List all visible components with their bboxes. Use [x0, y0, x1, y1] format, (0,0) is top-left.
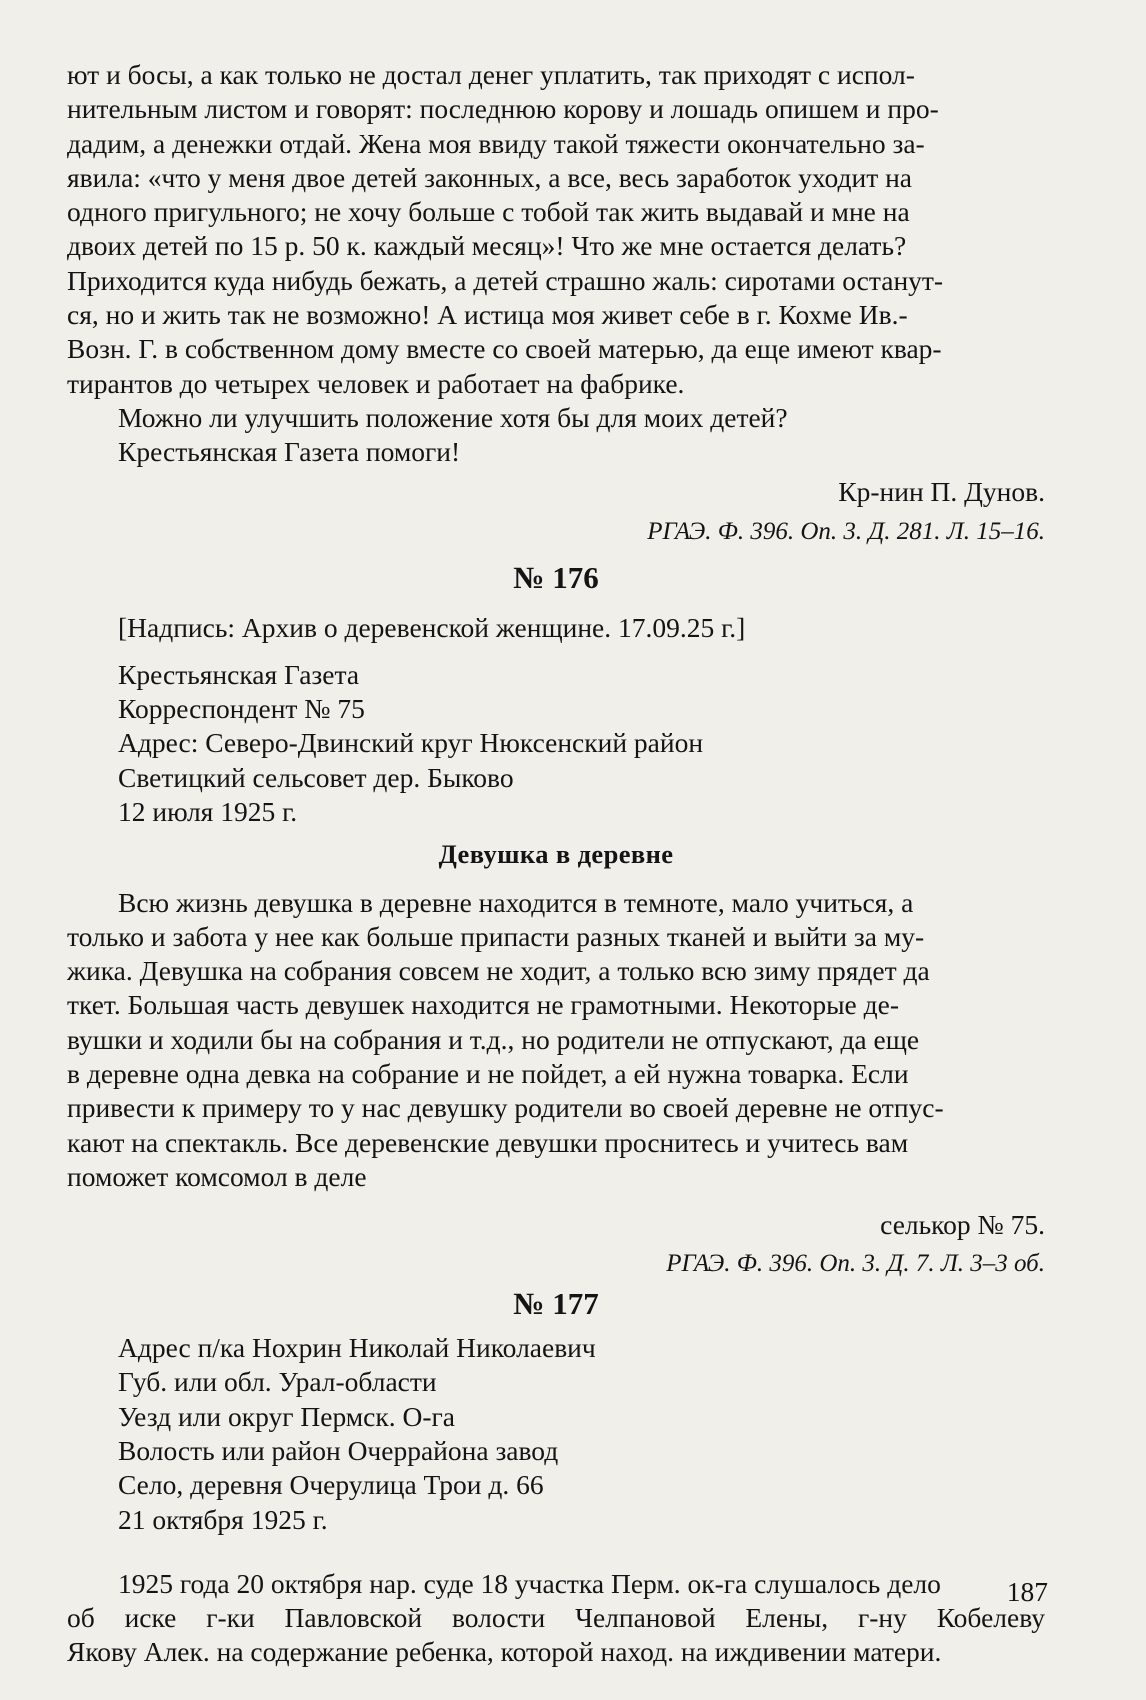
doc177-address	[67, 1331, 1045, 1537]
doc176-signature: селькор № 75.	[880, 1209, 1045, 1241]
doc176-address-line: Корреспондент № 75	[118, 693, 365, 725]
doc176-address-line: 12 июля 1925 г.	[118, 795, 298, 827]
doc175-signature: Кр-нин П. Дунов.	[838, 475, 1045, 507]
doc177-address-line: Губ. или обл. Урал-области	[118, 1366, 437, 1398]
doc177-body	[67, 1567, 1045, 1670]
doc175-body-line: дадим, а денежки отдай. Жена моя ввиду такой тяжести окончательно за-	[67, 127, 925, 159]
doc175-source: РГАЭ. Ф. 396. Оп. 3. Д. 281. Л. 15–16.	[647, 517, 1045, 545]
doc175-body-line: Приходится куда нибудь бежать, а детей страшно жаль: сиротами останут-	[67, 264, 944, 296]
doc177-body-line: Якову Алек. на содержание ребенка, которой наход. на иждивении матери.	[67, 1636, 942, 1668]
doc177-address-line: Уезд или округ Пермск. О-га	[118, 1400, 455, 1432]
doc176-body-line: только и забота у нее как больше припасти разных тканей и выйти за му-	[67, 920, 925, 952]
doc176-body	[67, 886, 1045, 1195]
doc175-body-line: одного пригульного; не хочу больше с тобой так жить выдавай и мне на	[67, 196, 910, 228]
doc176-address-line: Светицкий сельсовет дер. Быково	[118, 761, 514, 793]
doc176-header-note: [Надпись: Архив о деревенской женщине. 17.09.25 г.]	[118, 612, 746, 644]
doc176-body-line: ткет. Большая часть девушек находится не грамотными. Некоторые де-	[67, 989, 899, 1021]
doc176-body-line: жика. Девушка на собрания совсем не ходит, а только всю зиму прядет да	[67, 955, 930, 987]
doc177-body-line: об иске г-ки Павловской волости Челпановой Елены, г-ну Кобелеву	[67, 1602, 1045, 1634]
doc176-address	[67, 658, 1045, 829]
doc176-body-line: кают на спектакль. Все деревенские девушки проснитесь и учитесь вам	[67, 1126, 909, 1158]
doc176-body-line: поможет комсомол в деле	[67, 1160, 367, 1192]
text-column	[67, 58, 1045, 1670]
doc176-body-line: вушки и ходили бы на собрания и т.д., но родители не отпускают, да еще	[67, 1023, 920, 1055]
doc176-address-line: Крестьянская Газета	[118, 658, 360, 690]
doc176-body-line: Всю жизнь девушка в деревне находится в темноте, мало учиться, а	[118, 886, 914, 918]
doc177-number: № 177	[513, 1285, 599, 1321]
doc175-appeal: Крестьянская Газета помоги!	[118, 436, 461, 468]
doc175-body-line: тирантов до четырех человек и работает на фабрике.	[67, 367, 685, 399]
doc177-address-line: Волость или район Очеррайона завод	[118, 1434, 559, 1466]
doc175-body-line: Возн. Г. в собственном дому вместе со своей матерью, да еще имеют квар-	[67, 333, 942, 365]
doc177-address-line: Адрес п/ка Нохрин Николай Николаевич	[118, 1332, 596, 1364]
doc175-body-line: нительным листом и говорят: последнюю корову и лошадь опишем и про-	[67, 93, 939, 125]
doc176-title: Девушка в деревне	[438, 839, 674, 870]
page-number: 187	[1006, 1576, 1048, 1607]
doc175-body-line: явила: «что у меня двое детей законных, а все, весь заработок уходит на	[67, 161, 913, 193]
doc175-body-line: двоих детей по 15 р. 50 к. каждый месяц»! Что же мне остается делать?	[67, 230, 907, 262]
doc177-address-line: 21 октября 1925 г.	[118, 1503, 328, 1535]
doc176-address-line: Адрес: Северо-Двинский круг Нюксенский район	[118, 727, 704, 759]
doc175-body-line: ют и босы, а как только не достал денег уплатить, так приходят с испол-	[67, 59, 915, 90]
doc176-body-line: в деревне одна девка на собрание и не пойдет, а ей нужна товарка. Если	[67, 1058, 909, 1090]
doc176-number: № 176	[513, 560, 599, 596]
doc176-source: РГАЭ. Ф. 396. Оп. 3. Д. 7. Л. 3–3 об.	[666, 1249, 1045, 1277]
doc175-body-line: ся, но и жить так не возможно! А истица моя живет себе в г. Кохме Ив.-	[67, 299, 908, 331]
doc177-address-line: Село, деревня Очерулица Трои д. 66	[118, 1469, 544, 1501]
doc177-body-line: 1925 года 20 октября нар. суде 18 участка Перм. ок-га слушалось дело	[118, 1567, 941, 1599]
doc176-body-line: привести к примеру то у нас девушку родители во своей деревне не отпус-	[67, 1092, 944, 1124]
doc175-question: Можно ли улучшить положение хотя бы для моих детей?	[118, 401, 788, 433]
